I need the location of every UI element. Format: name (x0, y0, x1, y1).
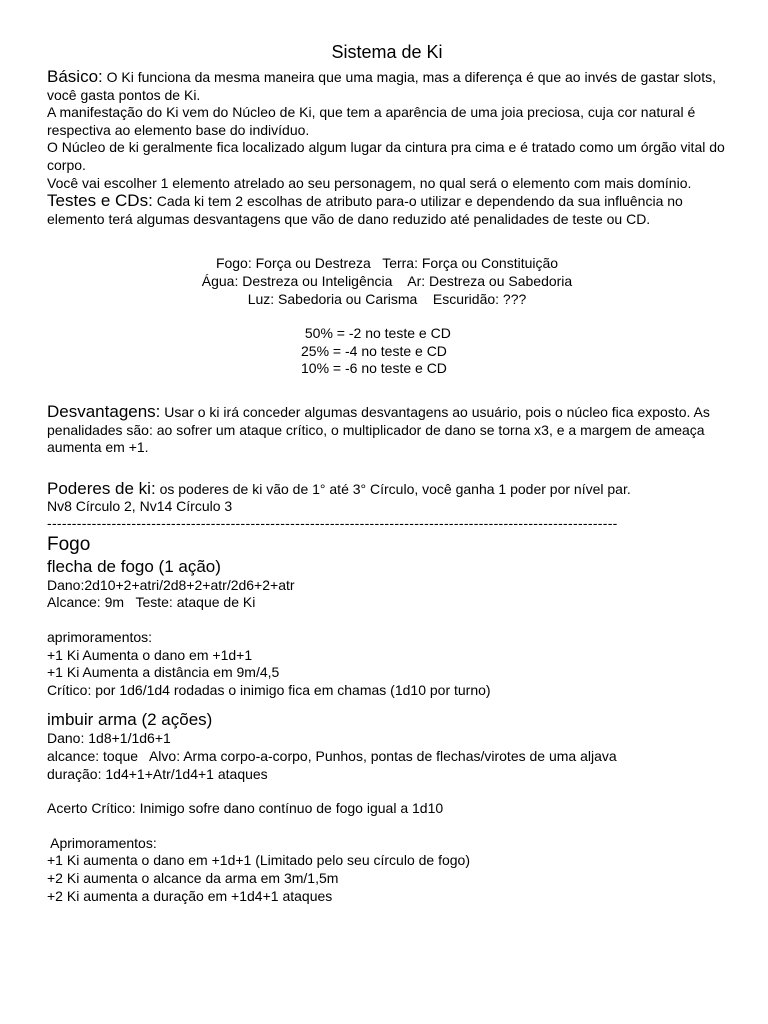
basico-label: Básico: (47, 67, 103, 86)
poderes-line2: Nv8 Círculo 2, Nv14 Círculo 3 (47, 498, 233, 515)
basico-p2: A manifestação do Ki vem do Núcleo de Ki, que tem a aparência de uma joia preciosa, cuja cor natural é respectiva ao elemento base do indivíduo. (47, 104, 696, 138)
imbuir-line: Dano: 1d8+1/1d6+1 (47, 730, 171, 747)
testes-paragraph (47, 192, 727, 228)
page-title: Sistema de Ki (331, 42, 443, 62)
imbuir-line: alcance: toque Alvo: Arma corpo-a-corpo, Punhos, pontas de flechas/virotes de uma aljava (47, 748, 617, 765)
flecha-apr-label: aprimoramentos: (47, 629, 153, 646)
poderes-text: os poderes de ki vão de 1° até 3° Círculo, você ganha 1 poder por nível par. (155, 480, 631, 497)
flecha-apr-item: +1 Ki Aumenta a distância em 9m/4,5 (47, 664, 280, 681)
imbuir-line: duração: 1d4+1+Atr/1d4+1 ataques (47, 765, 268, 782)
basico-paragraph (47, 68, 727, 104)
flecha-heading: flecha de fogo (1 ação) (47, 556, 221, 576)
testes-text: Cada ki tem 2 escolhas de atributo para-o utilizar e dependendo da sua influência no elemento terá algumas desvantagens que vão de dano reduzido até penalidades de teste ou CD. (47, 193, 683, 227)
elements-line: Fogo: Força ou Destreza Terra: Força ou Constituição (215, 255, 559, 272)
flecha-apr-item: +1 Ki Aumenta o dano em +1d+1 (47, 646, 253, 663)
poderes-label: Poderes de ki: (47, 478, 156, 498)
desvantagens-text: Usar o ki irá conceder algumas desvantagens ao usuário, pois o núcleo fica exposto. As penalidades são: ao sofrer um ataque crítico, o multiplicador de dano se torna x3, e a margem de ameaça aumenta em +1. (47, 403, 710, 456)
poderes-paragraph (47, 480, 727, 499)
elements-line: Água: Destreza ou Inteligência Ar: Destreza ou Sabedoria (201, 272, 573, 289)
flecha-alcance: Alcance: 9m Teste: ataque de Ki (47, 594, 256, 611)
penalty-line: 25% = -4 no teste e CD (301, 342, 447, 359)
elements-line: Luz: Sabedoria ou Carisma Escuridão: ??? (247, 290, 527, 307)
imbuir-apr-label: Aprimoramentos: (47, 834, 157, 851)
desvantagens-paragraph (47, 403, 727, 457)
penalty-line: 50% = -2 no teste e CD (301, 325, 451, 342)
penalty-line: 10% = -6 no teste e CD (301, 360, 447, 377)
desvantagens-label: Desvantagens: (47, 401, 161, 421)
flecha-dano: Dano:2d10+2+atri/2d8+2+atr/2d6+2+atr (47, 576, 295, 593)
document-page (47, 40, 727, 905)
flecha-apr-item: Crítico: por 1d6/1d4 rodadas o inimigo fica em chamas (1d10 por turno) (47, 681, 491, 698)
fogo-heading: Fogo (47, 533, 91, 555)
imbuir-critico: Acerto Crítico: Inimigo sofre dano contínuo de fogo igual a 1d10 (47, 800, 444, 817)
section-divider: ------------------------------------------------------------------------------------------------------------------- (47, 515, 618, 530)
basico-p3: O Núcleo de ki geralmente fica localizado algum lugar da cintura pra cima e é tratado como um órgão vital do corpo. (47, 139, 725, 173)
imbuir-apr-item: +2 Ki aumenta o alcance da arma em 3m/1,5m (47, 870, 339, 886)
imbuir-apr-item: +2 Ki aumenta a duração em +1d4+1 ataques (47, 887, 333, 904)
imbuir-heading: imbuir arma (2 ações) (47, 710, 213, 730)
basico-text: O Ki funciona da mesma maneira que uma magia, mas a diferença é que ao invés de gastar slots, você gasta pontos de Ki. (47, 69, 716, 103)
basico-p4: Você vai escolher 1 elemento atrelado ao seu personagem, no qual será o elemento com mais domínio. (47, 174, 692, 191)
testes-label: Testes e CDs: (47, 191, 153, 211)
imbuir-apr-item: +1 Ki aumenta o dano em +1d+1 (Limitado pelo seu círculo de fogo) (47, 852, 470, 869)
